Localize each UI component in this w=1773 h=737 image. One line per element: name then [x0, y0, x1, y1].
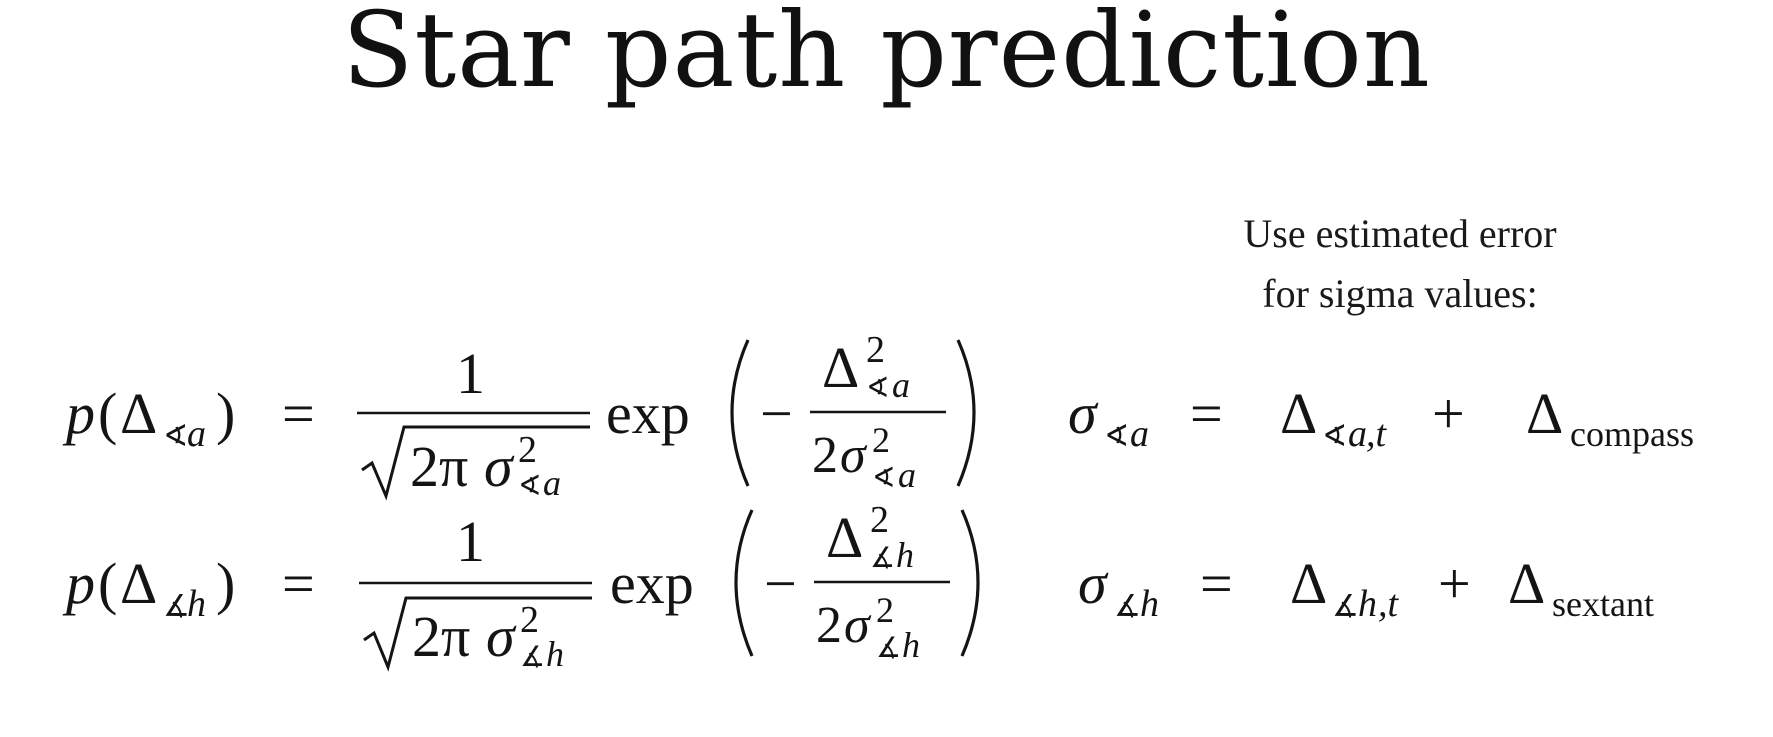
- eq2-delta: Δ: [120, 551, 158, 616]
- eq2-def-angle: ∡: [1114, 590, 1141, 623]
- eq2-inner-delta: Δ: [826, 505, 864, 570]
- eq1-def-delta-angle: ∢: [1322, 420, 1348, 453]
- eq1-def-plus: +: [1432, 381, 1465, 446]
- eq2-minus: −: [764, 551, 797, 616]
- eq1-exp: exp: [606, 381, 690, 446]
- eq2-def-delta2: Δ: [1508, 551, 1546, 616]
- eq1-minus: −: [760, 381, 793, 446]
- eq2-sigma: σ: [486, 604, 515, 669]
- altitude-probability-equation: [62, 499, 1654, 674]
- eq1-two-pi: 2π: [410, 434, 469, 499]
- eq1-def-angle: ∢: [1104, 420, 1130, 453]
- eq1-inner-var: a: [892, 365, 910, 405]
- eq1-paren-close: ): [216, 381, 236, 446]
- eq2-p: p: [66, 551, 95, 616]
- eq2-sigma-square: 2: [520, 599, 539, 641]
- eq2-def-var: h: [1140, 583, 1159, 625]
- eq1-sigma-angle: ∢: [518, 471, 542, 502]
- eq1-paren-open: (: [98, 381, 118, 446]
- eq2-inner-sigma-angle: ∡: [876, 633, 902, 664]
- eq1-sigma-square: 2: [518, 429, 537, 471]
- eq2-def-t-sub: ,t: [1378, 583, 1399, 625]
- eq2-def-equals: =: [1200, 551, 1233, 616]
- eq1-big-paren-right: [958, 340, 974, 486]
- eq1-inner-delta: Δ: [822, 335, 860, 400]
- eq2-def-plus: +: [1438, 551, 1471, 616]
- eq2-var: h: [187, 583, 206, 625]
- eq2-inner-sigma-var: h: [902, 625, 920, 665]
- eq2-sigma-var: h: [546, 634, 564, 674]
- eq2-def-sigma: σ: [1078, 551, 1107, 616]
- eq2-def-instrument: sextant: [1552, 584, 1654, 624]
- eq1-def-t-sub: ,t: [1366, 413, 1387, 455]
- eq1-def-var: a: [1130, 413, 1149, 455]
- eq1-inner-sigma-angle: ∢: [872, 463, 896, 494]
- eq2-paren-close: ): [216, 551, 236, 616]
- eq1-sigma-var: a: [543, 463, 561, 503]
- eq1-def-sigma: σ: [1068, 381, 1097, 446]
- eq1-def-instrument: compass: [1570, 414, 1694, 454]
- eq1-inner-sigma: σ: [840, 427, 866, 484]
- eq2-inner-angle: ∡: [870, 543, 896, 574]
- azimuth-probability-equation: [62, 329, 1694, 503]
- eq1-delta: Δ: [120, 381, 158, 446]
- eq2-big-paren-left: [736, 510, 752, 656]
- eq1-def-equals: =: [1190, 381, 1223, 446]
- eq2-paren-open: (: [98, 551, 118, 616]
- eq2-big-paren-right: [962, 510, 978, 656]
- eq1-inner-sigma-square: 2: [872, 420, 890, 460]
- eq1-big-paren-left: [732, 340, 748, 486]
- eq1-equals: =: [282, 381, 315, 446]
- eq2-numerator: 1: [456, 509, 485, 574]
- eq1-sigma: σ: [484, 434, 513, 499]
- eq1-def-delta: Δ: [1280, 381, 1318, 446]
- eq2-inner-sigma: σ: [844, 597, 870, 654]
- eq1-def-delta-var: a: [1348, 413, 1367, 455]
- eq1-inner-sigma-var: a: [898, 455, 916, 495]
- eq2-inner-square: 2: [870, 499, 889, 541]
- eq2-two-pi: 2π: [412, 604, 471, 669]
- eq1-p: p: [66, 381, 95, 446]
- eq1-inner-square: 2: [866, 329, 885, 371]
- slide-title: Star path prediction: [342, 0, 1431, 111]
- eq1-inner-two: 2: [812, 427, 838, 484]
- sigma-note-line-1: Use estimated error: [1243, 211, 1557, 256]
- eq1-numerator: 1: [456, 341, 485, 406]
- eq2-inner-sigma-square: 2: [876, 590, 894, 630]
- eq2-inner-two: 2: [816, 597, 842, 654]
- eq1-inner-angle: ∢: [866, 373, 890, 404]
- eq2-inner-var: h: [896, 535, 914, 575]
- eq2-angle-symbol: ∡: [163, 590, 190, 623]
- eq2-def-delta-var: h: [1358, 583, 1377, 625]
- eq1-angle-symbol: ∢: [163, 420, 189, 453]
- sigma-note-line-2: for sigma values:: [1262, 271, 1538, 316]
- eq2-sigma-angle: ∡: [520, 642, 546, 673]
- eq1-var: a: [187, 413, 206, 455]
- eq2-equals: =: [282, 551, 315, 616]
- eq2-exp: exp: [610, 551, 694, 616]
- eq1-def-delta2: Δ: [1526, 381, 1564, 446]
- eq2-def-delta: Δ: [1290, 551, 1328, 616]
- eq2-def-delta-angle: ∡: [1332, 590, 1359, 623]
